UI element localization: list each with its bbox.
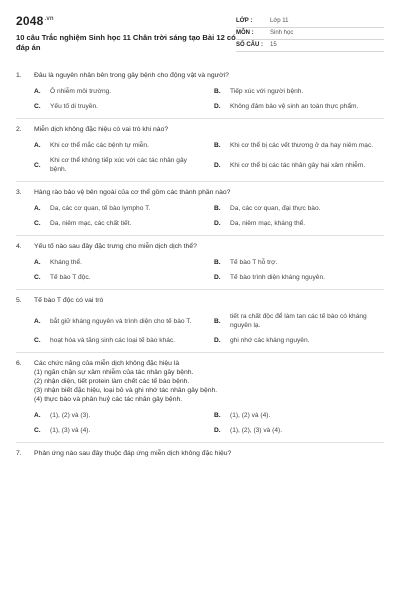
question-text: Tế bào T độc có vai trò xyxy=(34,297,104,304)
option-text: (1), (2) và (3). xyxy=(50,412,91,419)
option-letter: D. xyxy=(214,274,221,281)
answer-option[interactable] xyxy=(34,87,204,96)
question-item xyxy=(16,182,384,236)
option-letter: B. xyxy=(214,88,221,95)
option-letter: C. xyxy=(34,103,41,110)
option-letter: A. xyxy=(34,205,41,212)
question-header xyxy=(16,71,384,80)
meta-value: Lớp 11 xyxy=(270,18,289,24)
answer-option[interactable] xyxy=(34,102,204,111)
answer-option[interactable] xyxy=(214,87,384,96)
question-number: 2. xyxy=(16,126,22,133)
meta-label: MÔN : xyxy=(236,30,254,36)
option-text: Tế bào T hỗ trợ. xyxy=(230,259,278,266)
meta-value: Sinh học xyxy=(270,30,294,36)
option-text: Tế bào trình diện kháng nguyên. xyxy=(230,274,325,281)
option-text: Tế bào T độc. xyxy=(50,274,91,281)
question-text: Miễn dịch không đặc hiệu có vai trò khi nào? xyxy=(34,126,169,133)
answer-option[interactable] xyxy=(34,312,204,330)
answer-option[interactable] xyxy=(34,141,204,150)
option-letter: B. xyxy=(214,259,221,266)
answer-options xyxy=(16,87,384,111)
option-letter: A. xyxy=(34,259,41,266)
statement-line: (3) nhận biết đặc hiệu, loại bỏ và ghi nhớ tác nhân gây bệnh. xyxy=(34,387,218,394)
answer-options xyxy=(16,258,384,282)
option-text: Không đảm bảo vệ sinh an toàn thực phẩm. xyxy=(230,103,359,110)
meta-row xyxy=(236,40,384,52)
question-text: Hàng rào bảo vệ bên ngoài của cơ thể gồm các thành phần nào? xyxy=(34,189,231,196)
question-number: 7. xyxy=(16,450,22,457)
answer-option[interactable] xyxy=(214,411,384,420)
option-letter: C. xyxy=(34,274,41,281)
answer-option[interactable] xyxy=(34,273,204,282)
answer-option[interactable] xyxy=(34,426,204,435)
option-text: Da, các cơ quan, tế bào lympho T. xyxy=(50,205,151,212)
question-item xyxy=(16,119,384,182)
question-item xyxy=(16,65,384,119)
answer-options xyxy=(16,411,384,435)
answer-option[interactable] xyxy=(214,204,384,213)
option-letter: A. xyxy=(34,88,41,95)
question-text: Các chức năng của miễn dịch không đặc hiệu là xyxy=(34,360,180,367)
meta-label: SỐ CÂU : xyxy=(236,42,263,48)
question-header xyxy=(16,125,384,134)
answer-option[interactable] xyxy=(214,273,384,282)
question-header xyxy=(16,296,384,305)
option-letter: A. xyxy=(34,412,41,419)
option-letter: B. xyxy=(214,317,221,325)
option-text: tiết ra chất độc để làm tan các tế bào có kháng nguyên lạ. xyxy=(230,313,367,329)
question-item xyxy=(16,443,384,465)
answer-option[interactable] xyxy=(34,219,204,228)
statement-line: (4) thực bào và phân huỷ các tác nhân gây bệnh. xyxy=(34,396,183,403)
option-letter: D. xyxy=(214,103,221,110)
option-text: (1), (2), (3) và (4). xyxy=(230,427,283,434)
option-letter: C. xyxy=(34,337,41,344)
document-meta xyxy=(236,16,384,52)
statement-line: (2) nhận diện, tiết protein làm chết các tế bào bệnh. xyxy=(34,378,190,385)
brand-suffix: .vn xyxy=(44,16,54,22)
question-header xyxy=(16,188,384,197)
option-letter: A. xyxy=(34,142,41,149)
brand-name: 2048 xyxy=(16,14,44,28)
option-text: Khi cơ thể mắc các bệnh tự miễn. xyxy=(50,142,149,149)
option-letter: D. xyxy=(214,161,221,169)
answer-option[interactable] xyxy=(214,258,384,267)
option-letter: D. xyxy=(214,427,221,434)
statement-line: (1) ngăn chặn sự xâm nhiễm của tác nhân gây bệnh. xyxy=(34,369,194,376)
option-letter: B. xyxy=(214,142,221,149)
answer-option[interactable] xyxy=(214,219,384,228)
question-number: 1. xyxy=(16,72,22,79)
meta-label: LỚP : xyxy=(236,18,253,24)
answer-option[interactable] xyxy=(214,336,384,345)
option-text: Khi cơ thể bị các vết thương ở da hay niêm mạc. xyxy=(230,142,374,149)
option-letter: B. xyxy=(214,205,221,212)
question-text: Phản ứng nào sau đây thuộc đáp ứng miễn dịch không đặc hiệu? xyxy=(34,450,232,457)
option-text: Khi cơ thể không tiếp xúc với các tác nhân gây bệnh. xyxy=(50,157,187,173)
answer-option[interactable] xyxy=(34,336,204,345)
option-letter: C. xyxy=(34,220,41,227)
question-number: 3. xyxy=(16,189,22,196)
question-item xyxy=(16,290,384,353)
question-list xyxy=(16,65,384,465)
option-text: Khi cơ thể bị các tác nhân gây hại xâm nhiễm. xyxy=(230,161,366,169)
answer-option[interactable] xyxy=(214,312,384,330)
site-logo[interactable] xyxy=(16,14,236,28)
answer-option[interactable] xyxy=(214,156,384,174)
document-title: 10 câu Trắc nghiệm Sinh học 11 Chân trời sáng tạo Bài 12 có đáp án xyxy=(16,33,236,52)
option-letter: C. xyxy=(34,427,41,434)
option-text: Kháng thể. xyxy=(50,259,82,266)
option-text: Yếu tố di truyền. xyxy=(50,103,99,110)
question-item xyxy=(16,353,384,443)
question-header xyxy=(16,449,384,458)
document-header xyxy=(16,14,384,53)
answer-option[interactable] xyxy=(34,204,204,213)
option-text: hoạt hóa và tăng sinh các loại tế bào khác. xyxy=(50,337,176,344)
option-letter: D. xyxy=(214,337,221,344)
question-number: 5. xyxy=(16,297,22,304)
answer-option[interactable] xyxy=(214,426,384,435)
option-text: (1), (3) và (4). xyxy=(50,427,91,434)
option-text: Da, các cơ quan, đại thực bào. xyxy=(230,205,321,212)
answer-options xyxy=(16,141,384,174)
answer-option[interactable] xyxy=(34,156,204,174)
meta-row xyxy=(236,16,384,28)
option-letter: C. xyxy=(34,161,41,169)
question-header xyxy=(16,242,384,251)
option-letter: B. xyxy=(214,412,221,419)
option-text: (1), (2) và (4). xyxy=(230,412,271,419)
answer-options xyxy=(16,312,384,345)
question-text: Yếu tố nào sau đây đặc trưng cho miễn dịch dịch thể? xyxy=(34,243,197,250)
option-text: bắt giữ kháng nguyên và trình diện cho tế bào T. xyxy=(50,317,192,325)
option-text: Ô nhiễm môi trường. xyxy=(50,88,112,95)
question-item xyxy=(16,236,384,290)
answer-option[interactable] xyxy=(214,141,384,150)
question-text: Đâu là nguyên nhân bên trong gây bệnh cho động vật và người? xyxy=(34,72,229,79)
question-statements xyxy=(16,368,384,404)
answer-option[interactable] xyxy=(34,411,204,420)
option-text: Da, niêm mạc, các chất tiết. xyxy=(50,220,132,227)
option-letter: A. xyxy=(34,317,41,325)
option-text: Da, niêm mạc, kháng thể. xyxy=(230,220,306,227)
option-letter: D. xyxy=(214,220,221,227)
meta-value: 15 xyxy=(270,42,277,48)
option-text: Tiếp xúc với người bệnh. xyxy=(230,88,304,95)
answer-option[interactable] xyxy=(214,102,384,111)
question-number: 4. xyxy=(16,243,22,250)
header-left xyxy=(16,14,236,53)
meta-row xyxy=(236,28,384,40)
option-text: ghi nhớ các kháng nguyên. xyxy=(230,337,310,344)
answer-option[interactable] xyxy=(34,258,204,267)
question-number: 6. xyxy=(16,360,22,367)
question-header xyxy=(16,359,384,368)
answer-options xyxy=(16,204,384,228)
